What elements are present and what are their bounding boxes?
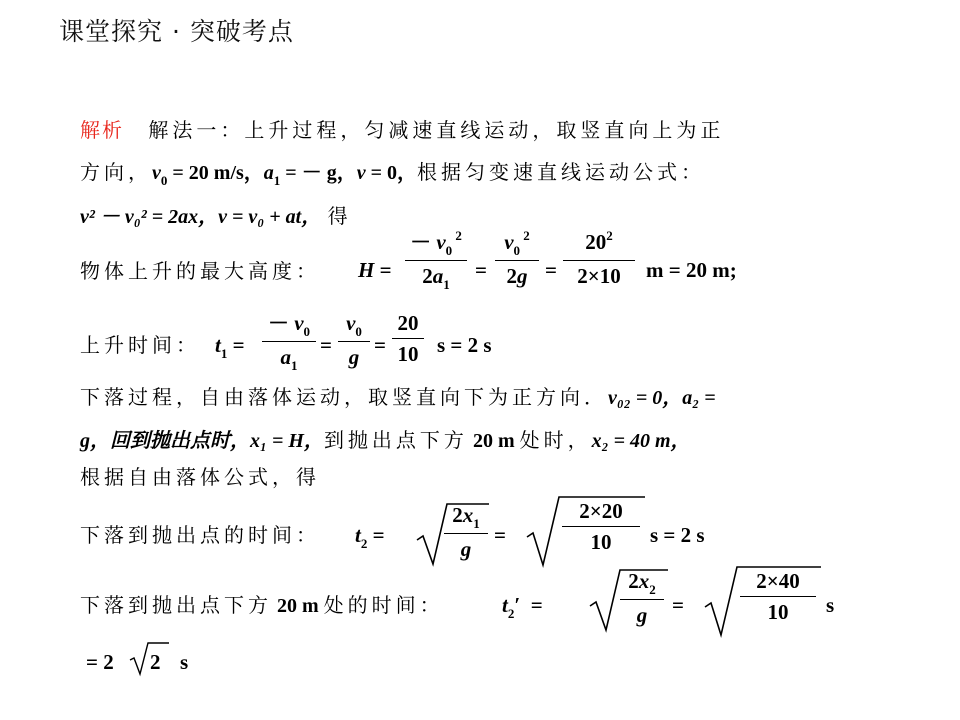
- g-return-text: g，回到抛出点时，: [80, 430, 250, 452]
- eq-sign: =: [545, 258, 557, 282]
- analysis-line-2: [80, 160, 705, 187]
- method-one-text: 解法一：上升过程，匀减速直线运动，取竖直向上为正: [148, 118, 725, 142]
- eq-sign: =: [475, 258, 487, 282]
- formula-intro-text: 根据匀变速直线运动公式：: [417, 160, 705, 184]
- t2p-text-a: 下落到抛出点下方: [80, 593, 272, 617]
- eq-sign: =: [494, 523, 506, 547]
- t1-frac-1: － $v_0$ $a_1$: [262, 311, 316, 372]
- a1-symbol: a: [263, 162, 274, 184]
- t1-frac-2: $v_0$ g: [338, 311, 370, 369]
- v-symbol: v: [356, 162, 366, 184]
- slide-title: 课堂探究 · 突破考点: [59, 17, 294, 46]
- t2-prime-equals: $t_2'$ =: [502, 593, 543, 621]
- fall-initial-values: v₀₂ = 0，a₂ =: [608, 387, 716, 409]
- h-frac-3: $20^2$ 2×10: [563, 230, 635, 288]
- h-frac-1: － $v_0$ $^2$ $2a_1$: [405, 230, 467, 291]
- rise-time-text: 上升时间：: [80, 333, 200, 357]
- t2-prime-label: [80, 593, 444, 618]
- t2-equals: $t_2$ =: [355, 523, 385, 551]
- kinematics-formulas: v² － v₀² = 2ax，v = v₀ + at，: [80, 206, 322, 228]
- rise-time-result: s = 2 s: [437, 333, 492, 357]
- direction-text: 方向，: [80, 160, 152, 184]
- fall-line-3: [80, 465, 320, 489]
- final-unit: s: [180, 650, 189, 674]
- height-result: m = 20 m;: [646, 258, 737, 282]
- t2-result: s = 2 s: [650, 523, 705, 547]
- analysis-label: 解析: [80, 118, 124, 142]
- rise-time-label: [80, 333, 200, 357]
- final-radicand: 2: [150, 650, 161, 674]
- t2p-frac-1: $2x_2$ g: [620, 569, 664, 627]
- t2-label: [80, 523, 320, 547]
- t2p-text-c: 处的时间：: [323, 593, 444, 617]
- free-fall-formula-text: 根据自由落体公式，得: [80, 465, 320, 489]
- conclusion-word: 得: [327, 204, 352, 228]
- sqrt-icon: [129, 640, 169, 676]
- fall-line-2: [80, 428, 691, 453]
- distance-20m: 20 m: [467, 430, 520, 452]
- a1-value: = － g，: [280, 162, 357, 184]
- below-point-text: 到抛出点下方: [323, 428, 468, 452]
- v0-symbol: v: [152, 162, 161, 184]
- eq-sign: =: [320, 333, 332, 357]
- t2p-frac-2: 2×40 10: [740, 569, 816, 624]
- max-height-text: 物体上升的最大高度：: [80, 259, 320, 283]
- v0-value: = 20 m/s，: [167, 162, 264, 184]
- v0-subscript: 0: [160, 173, 168, 188]
- t2p-distance: 20 m: [272, 595, 324, 617]
- t2-text: 下落到抛出点的时间：: [80, 523, 320, 547]
- t2p-unit: s: [826, 593, 835, 617]
- analysis-line-3: [80, 204, 352, 229]
- t2-frac-2: 2×20 10: [562, 499, 640, 554]
- t1-frac-3: 20 10: [392, 311, 424, 366]
- x2-value: x₂ = 40 m，: [591, 430, 691, 452]
- final-coefficient: = 2: [86, 650, 114, 674]
- t2-frac-1: $2x_1$ g: [444, 503, 488, 561]
- max-height-label: [80, 259, 320, 283]
- at-text: 处时，: [519, 428, 592, 452]
- x1-value: x₁ = H，: [250, 430, 324, 452]
- fall-process-text: 下落过程，自由落体运动，取竖直向下为正方向．: [80, 385, 608, 409]
- eq-sign: =: [672, 593, 684, 617]
- analysis-line-1: [80, 118, 724, 142]
- h-frac-2: $v_0$ $^2$ 2g: [495, 230, 539, 288]
- h-equals: H =: [358, 258, 392, 282]
- v-value: = 0，: [365, 162, 417, 184]
- eq-sign: =: [374, 333, 386, 357]
- a1-subscript: 1: [273, 173, 281, 188]
- fall-line-1: [80, 385, 716, 410]
- t1-equals: $t_1$ =: [215, 333, 245, 361]
